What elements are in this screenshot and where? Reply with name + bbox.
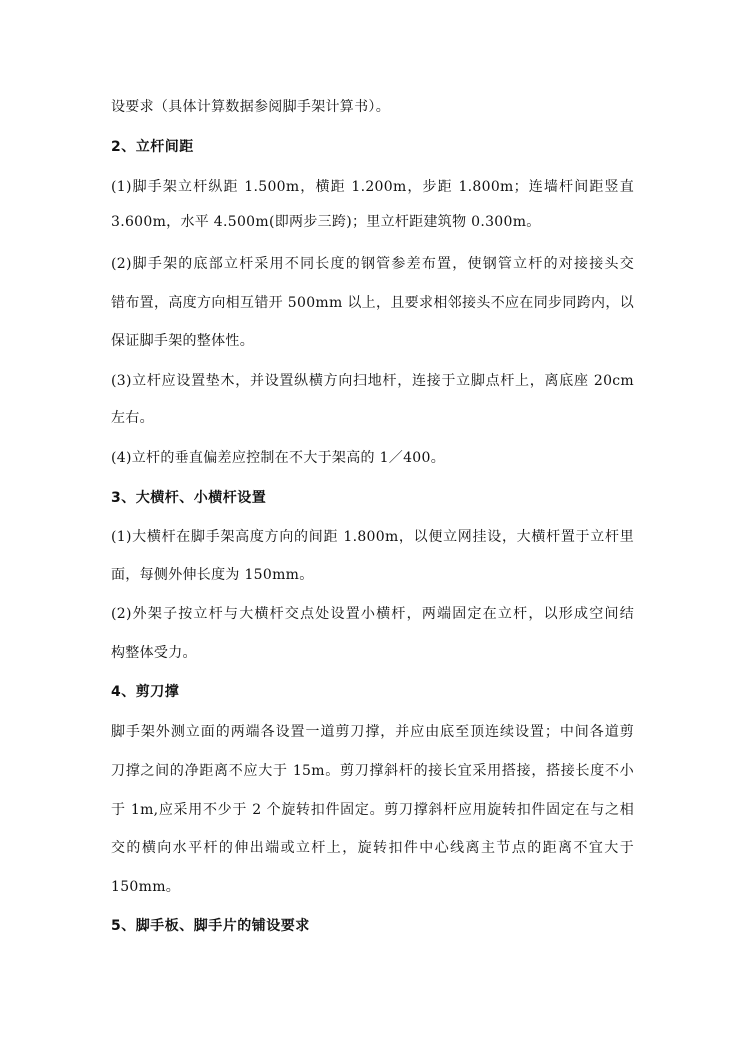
paragraph-line: 3.600m，水平 4.500m(即两步三跨)；里立杆距建筑物 0.300m。 [111,214,541,230]
paragraph-line: (2)脚手架的底部立杆采用不同长度的钢管参差布置，使钢管立杆的对接接头交 [111,256,634,272]
paragraph-line: 左右。 [111,410,154,426]
paragraph-line: 交的横向水平杆的伸出端或立杆上，旋转扣件中心线离主节点的距离不宜大于 [111,840,634,856]
section-heading-cross-bracing: 4、剪刀撑 [111,684,180,700]
paragraph-line: 保证脚手架的整体性。 [111,333,254,349]
paragraph-line: 刀撑之间的净距离不应大于 15m。剪刀撑斜杆的接长宜采用搭接，搭接长度不小 [111,763,634,779]
paragraph-line: 构整体受力。 [111,645,197,661]
section-heading-pole-spacing: 2、立杆间距 [111,139,194,155]
paragraph-line: (2)外架子按立杆与大横杆交点处设置小横杆，两端固定在立杆，以形成空间结 [111,606,634,622]
paragraph-line: (1)脚手架立杆纵距 1.500m，横距 1.200m，步距 1.800m；连墙杆间距竖直 [111,179,634,195]
paragraph-line: (4)立杆的垂直偏差应控制在不大于架高的 1／400。 [111,450,446,466]
text-line-continuation: 设要求（具体计算数据参阅脚手架计算书）。 [111,99,390,115]
section-heading-ledgers: 3、大横杆、小横杆设置 [111,490,267,506]
section-heading-scaffold-boards: 5、脚手板、脚手片的铺设要求 [111,918,310,934]
paragraph-line: 于 1m,应采用不少于 2 个旋转扣件固定。剪刀撑斜杆应用旋转扣件固定在与之相 [111,802,634,818]
paragraph-line: (1)大横杆在脚手架高度方向的间距 1.800m，以便立网挂设，大横杆置于立杆里 [111,529,634,545]
paragraph-line: (3)立杆应设置垫木，并设置纵横方向扫地杆，连接于立脚点杆上，离底座 20cm [111,373,634,389]
paragraph-line: 脚手架外测立面的两端各设置一道剪刀撑，并应由底至顶连续设置；中间各道剪 [111,724,634,740]
paragraph-line: 面，每侧外伸长度为 150mm。 [111,567,314,583]
paragraph-line: 错布置，高度方向相互错开 500mm 以上，且要求相邻接头不应在同步同跨内，以 [111,295,634,311]
paragraph-line: 150mm。 [111,879,181,895]
